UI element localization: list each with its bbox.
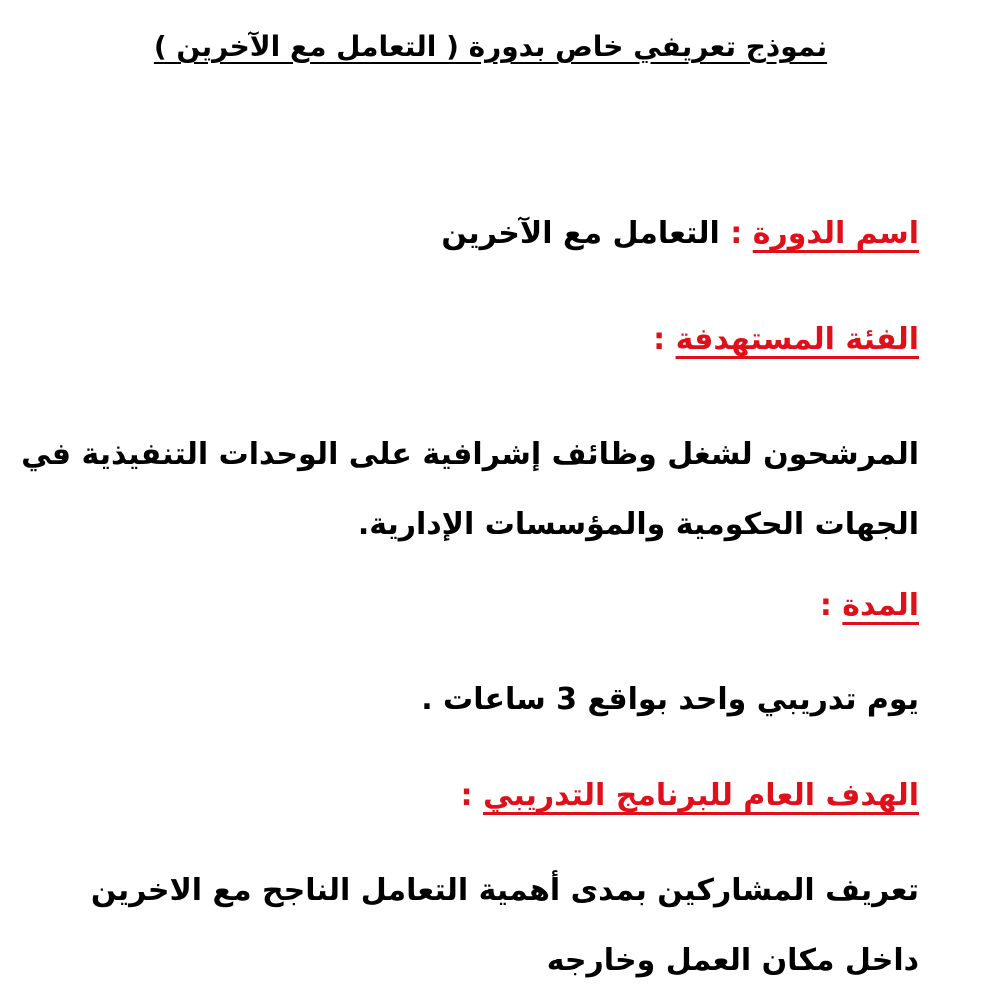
document-title: نموذج تعريفي خاص بدورة ( التعامل مع الآخرين )	[153, 30, 828, 63]
target-group-text	[21, 420, 919, 560]
duration-value: يوم تدريبي واحد بواقع 3 ساعات .	[421, 682, 919, 717]
general-goal-line-2: داخل مكان العمل وخارجه	[546, 943, 919, 978]
course-name-row	[441, 214, 919, 253]
general-goal-label: الهدف العام للبرنامج التدريبي	[483, 778, 919, 813]
general-goal-text	[59, 856, 919, 996]
course-name-colon: :	[730, 216, 743, 251]
duration-label: المدة	[842, 588, 919, 623]
target-group-heading	[653, 320, 919, 359]
general-goal-colon: :	[460, 778, 473, 813]
duration-heading	[820, 586, 919, 625]
course-name-value: التعامل مع الآخرين	[441, 216, 720, 251]
duration-colon: :	[819, 588, 832, 623]
target-group-colon: :	[653, 322, 666, 357]
target-group-label: الفئة المستهدفة	[675, 322, 919, 357]
general-goal-heading	[461, 776, 919, 815]
course-name-label: اسم الدورة	[752, 216, 919, 251]
target-group-line-1: المرشحون لشغل وظائف إشرافية على الوحدات التنفيذية في	[21, 437, 919, 472]
general-goal-line-1: تعريف المشاركين بمدى أهمية التعامل الناجح مع الاخرين	[90, 873, 919, 908]
target-group-line-2: الجهات الحكومية والمؤسسات الإدارية.	[357, 507, 919, 542]
